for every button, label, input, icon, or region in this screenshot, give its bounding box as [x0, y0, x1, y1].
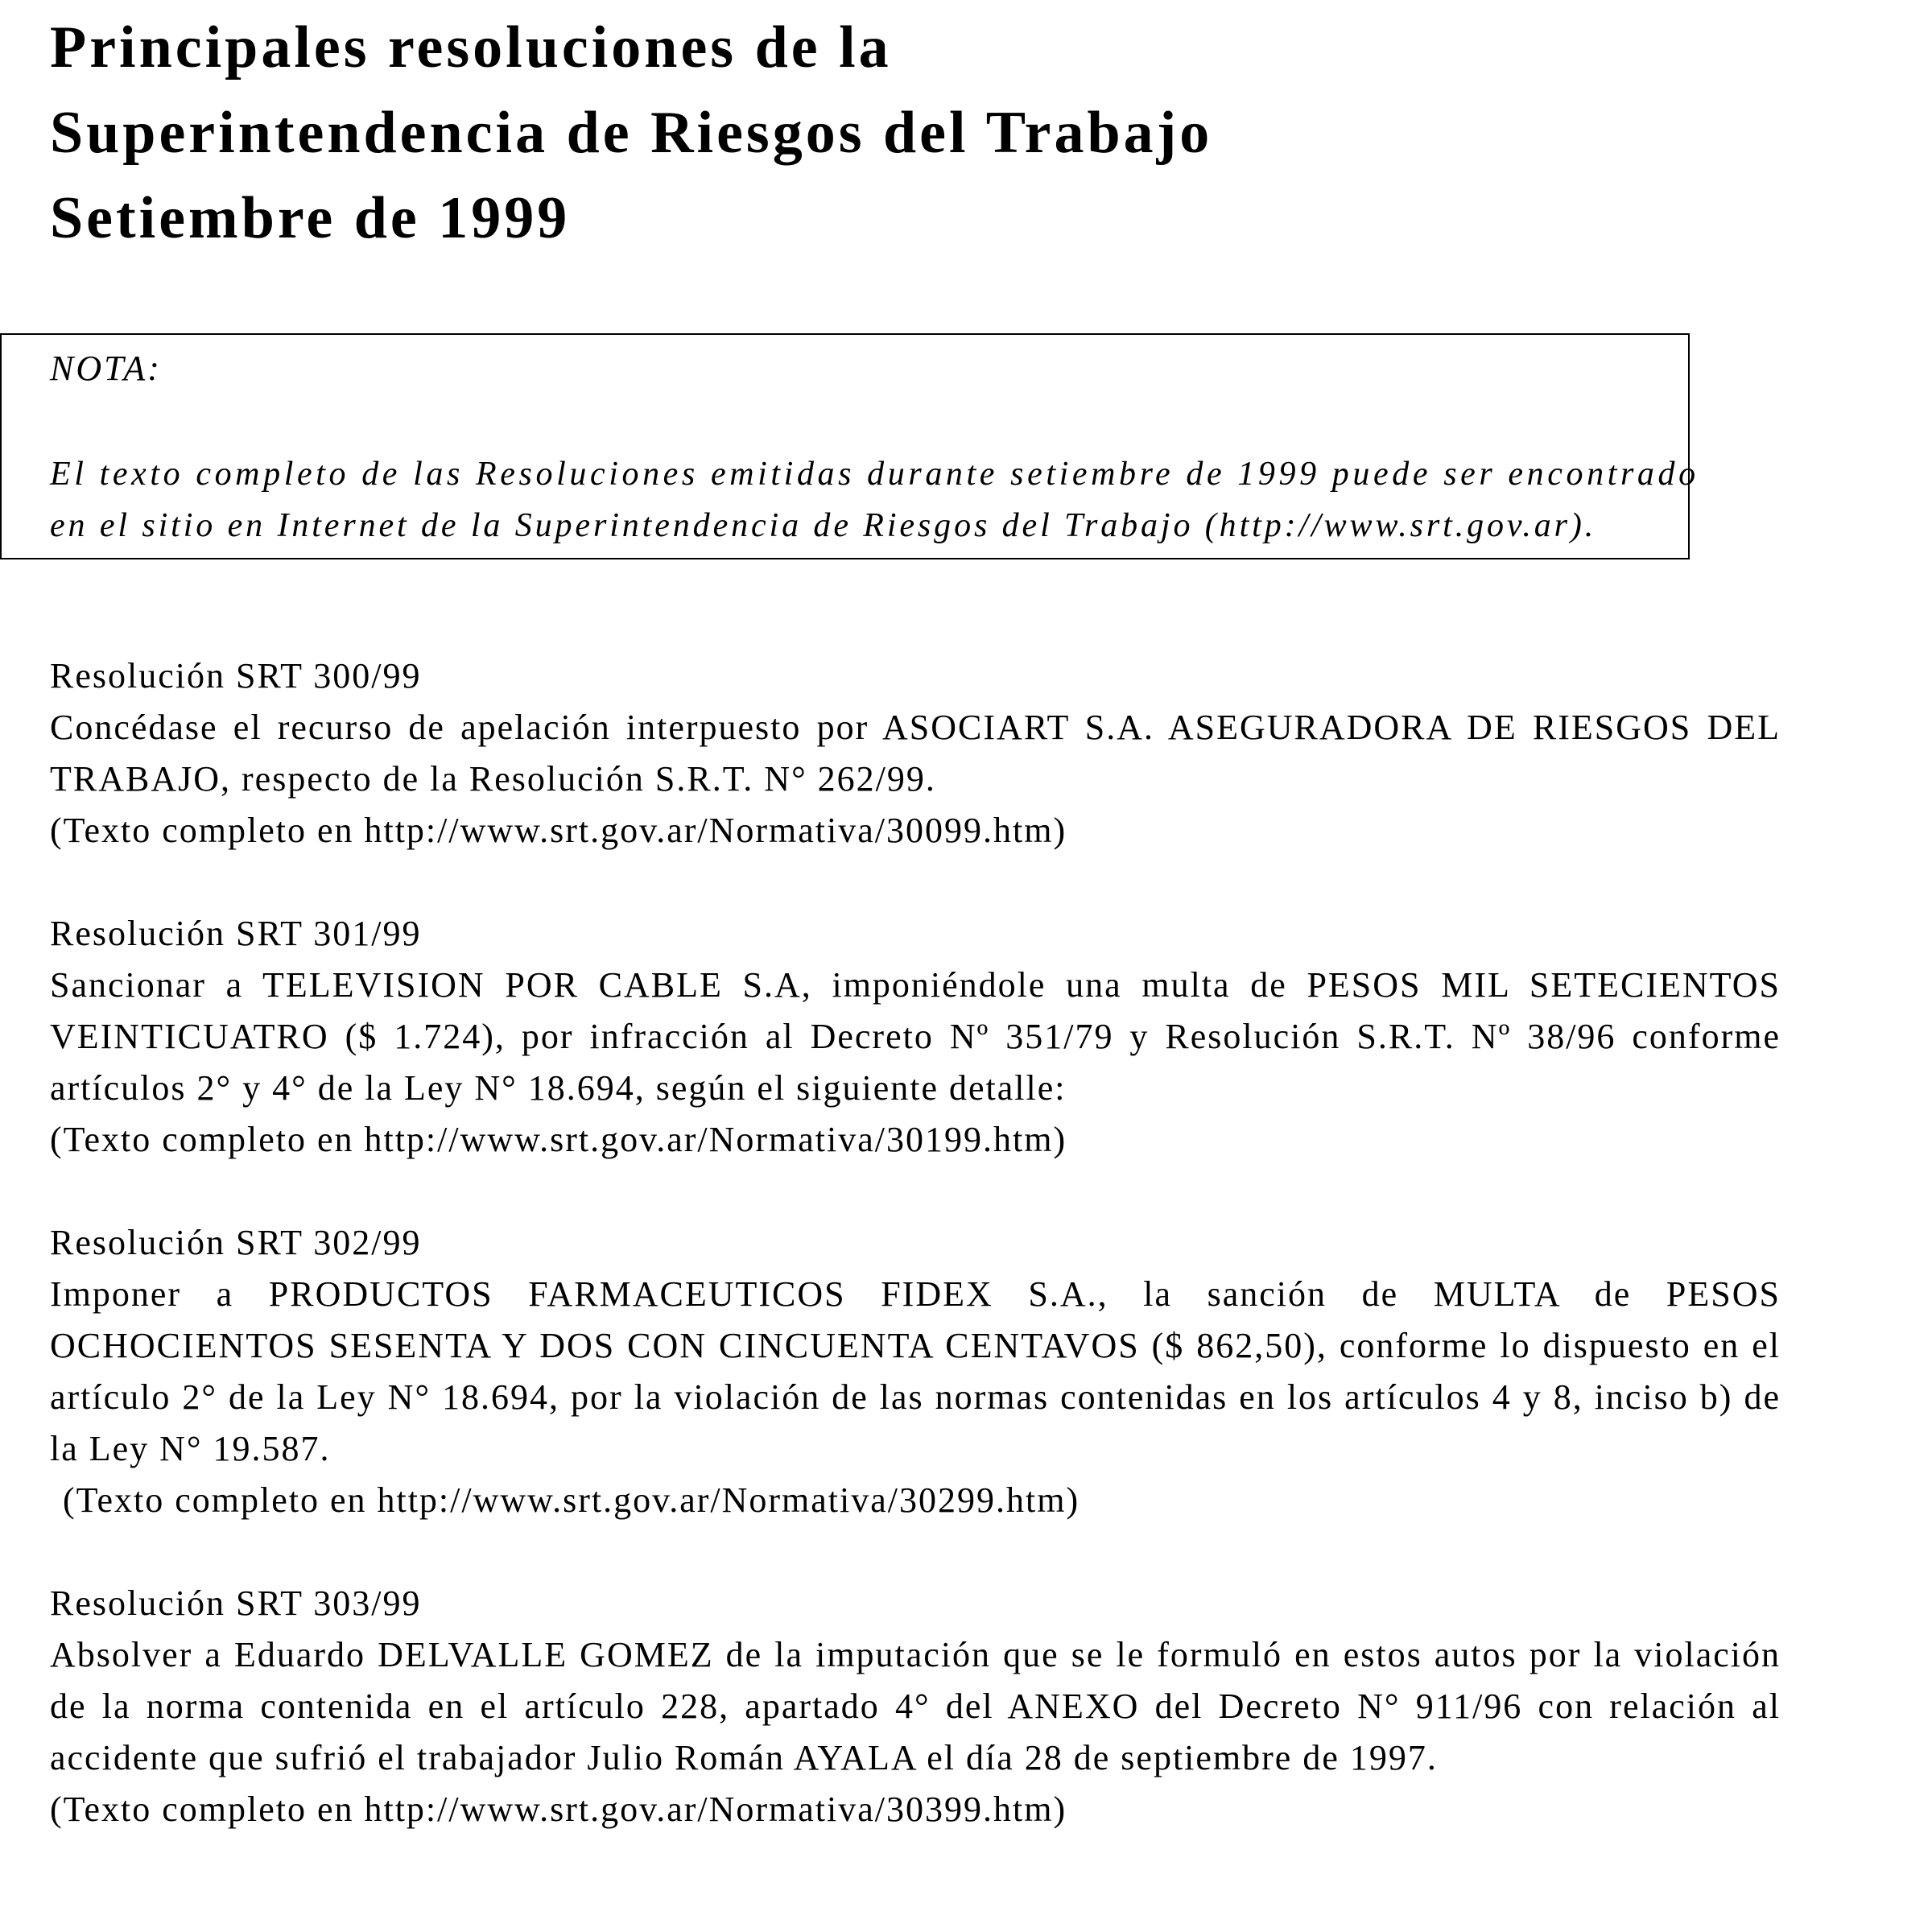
resolution-link: (Texto completo en http://www.srt.gov.ar/Normativa/30199.htm) [50, 1120, 1067, 1159]
resolution-title: Resolución SRT 301/99 [50, 914, 422, 953]
page-title-line: Setiembre de 1999 [50, 185, 571, 251]
resolution-title: Resolución SRT 303/99 [50, 1583, 422, 1623]
resolution-link: (Texto completo en http://www.srt.gov.ar/Normativa/30299.htm) [63, 1480, 1080, 1520]
resolution-link: (Texto completo en http://www.srt.gov.ar/Normativa/30099.htm) [50, 811, 1067, 850]
resolution-item [50, 650, 1781, 857]
resolution-item [50, 1578, 1781, 1835]
page-title-line: Principales resoluciones de la [50, 14, 892, 80]
note-text [50, 448, 1781, 551]
resolution-body: Concédase el recurso de apelación interpuesto por ASOCIART S.A. ASEGURADORA DE RIESGOS DEL TRABAJO, respecto de la Resolución S.R.T. N° 262/99. [50, 708, 1781, 799]
note-label: NOTA: [50, 349, 162, 388]
resolution-item [50, 908, 1781, 1166]
resolution-title: Resolución SRT 300/99 [50, 656, 422, 696]
note-text-line: El texto completo de las Resoluciones emitidas durante setiembre de 1999 puede ser encontrado [50, 456, 1699, 493]
resolutions-list [50, 650, 1781, 1887]
resolution-link: (Texto completo en http://www.srt.gov.ar/Normativa/30399.htm) [50, 1790, 1067, 1829]
resolution-body: Sancionar a TELEVISION POR CABLE S.A, imponiéndole una multa de PESOS MIL SETECIENTOS VEINTICUATRO ($ 1.724), por infracción al Decreto Nº 351/79 y Resolución S.R.T. Nº 38/96 conforme artículos 2° y 4° de la Ley N° 18.694, según el siguiente detalle: [50, 965, 1781, 1108]
resolution-body: Absolver a Eduardo DELVALLE GOMEZ de la imputación que se le formuló en estos autos por la violación de la norma contenida en el artículo 228, apartado 4° del ANEXO del Decreto N° 911/96 con relación al accidente que sufrió el trabajador Julio Román AYALA el día 28 de septiembre de 1997. [50, 1635, 1781, 1777]
page-title [50, 5, 1212, 261]
note-text-line: en el sitio en Internet de la Superintendencia de Riesgos del Trabajo (http://www.srt.gov.ar). [50, 507, 1597, 544]
resolution-item [50, 1217, 1781, 1526]
resolution-body: Imponer a PRODUCTOS FARMACEUTICOS FIDEX S.A., la sanción de MULTA de PESOS OCHOCIENTOS SESENTA Y DOS CON CINCUENTA CENTAVOS ($ 862,50), conforme lo dispuesto en el artículo 2° de la Ley N° 18.694, por la violación de las normas contenidas en los artículos 4 y 8, inciso b) de la Ley N° 19.587. [50, 1274, 1781, 1468]
page-title-line: Superintendencia de Riesgos del Trabajo [50, 100, 1213, 166]
resolution-title: Resolución SRT 302/99 [50, 1223, 422, 1262]
